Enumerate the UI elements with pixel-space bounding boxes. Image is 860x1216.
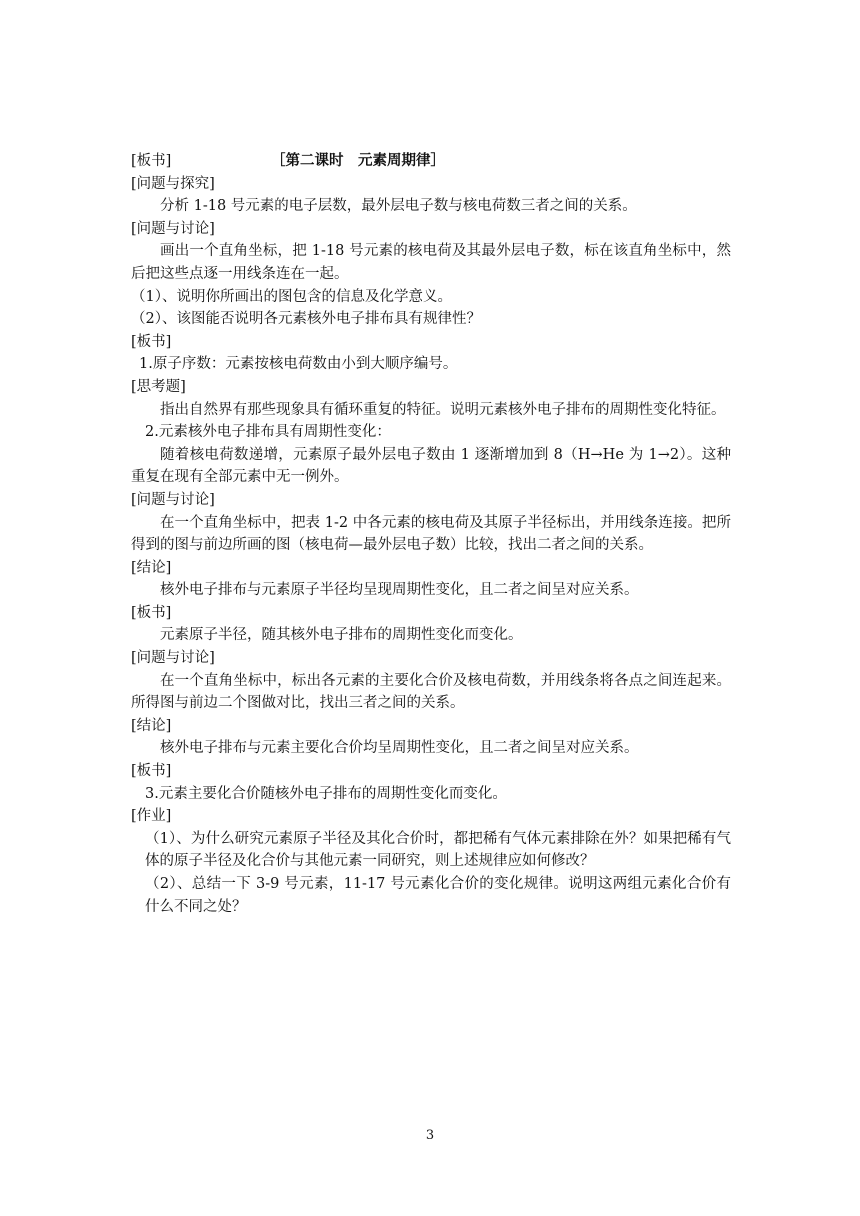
section-label: [问题与讨论] [131,650,215,667]
paragraph: 核外电子排布与元素主要化合价均呈周期性变化，且二者之间呈对应关系。 [160,740,639,757]
paragraph: 3.元素主要化合价随核外电子排布的周期性变化而变化。 [145,785,507,802]
paragraph: 2.元素核外电子排布具有周期性变化： [145,424,391,441]
paragraph: 在一个直角坐标中，把表 1-2 中各元素的核电荷及其原子半径标出，并用线条连接。把所得到的图与前边所画的图（核电荷—最外层电子数）比较，找出二者之间的关系。 [131,514,731,554]
section-label: [问题与讨论] [131,220,215,237]
paragraph: 指出自然界有那些现象具有循环重复的特征。说明元素核外电子排布的周期性变化特征。 [160,401,726,418]
paragraph: 核外电子排布与元素原子半径均呈现周期性变化，且二者之间呈对应关系。 [160,582,639,599]
section-label: [问题与探究] [131,175,215,192]
paragraph: 在一个直角坐标中，标出各元素的主要化合价及核电荷数，并用线条将各点之间连起来。所得图与前边二个图做对比，找出三者之间的关系。 [131,672,731,712]
paragraph: （2）、该图能否说明各元素核外电子排布具有规律性？ [131,311,481,328]
paragraph: 随着核电荷数递增，元素原子最外层电子数由 1 逐渐增加到 8（H→He 为 1→2）。这种重复在现有全部元素中无一例外。 [131,446,731,486]
section-label: [思考题] [131,378,186,395]
page-number: 3 [425,1128,435,1143]
paragraph: 1.原子序数：元素按核电荷数由小到大顺序编号。 [139,356,458,373]
section-label: [板书] [131,763,172,780]
section-label: [板书] [131,604,172,621]
section-label: [作业] [131,808,172,825]
paragraph: （1）、说明你所画出的图包含的信息及化学意义。 [131,288,452,305]
section-label: [板书] [131,333,172,350]
paragraph: 元素原子半径，随其核外电子排布的周期性变化而变化。 [160,627,523,644]
paragraph: 画出一个直角坐标，把 1-18 号元素的核电荷及其最外层电子数，标在该直角坐标中，然后把这些点逐一用线条连在一起。 [131,243,731,282]
section-title: ［第二课时 元素周期律］ [271,152,445,169]
paragraph: 分析 1-18 号元素的电子层数，最外层电子数与核电荷数三者之间的关系。 [160,198,637,215]
section-header [131,150,731,173]
section-label: [结论] [131,559,172,576]
paragraph: （2）、总结一下 3-9 号元素，11-17 号元素化合价的变化规律。说明这两组元素化合价有什么不同之处？ [145,876,731,915]
paragraph: （1）、为什么研究元素原子半径及其化合价时，都把稀有气体元素排除在外？如果把稀有气体的原子半径及化合价与其他元素一同研究，则上述规律应如何修改？ [145,830,731,870]
section-label: [问题与讨论] [131,491,215,508]
page-content [131,150,731,918]
board-label: [板书] [131,153,172,169]
body-blocks [131,173,731,919]
section-label: [结论] [131,717,172,734]
